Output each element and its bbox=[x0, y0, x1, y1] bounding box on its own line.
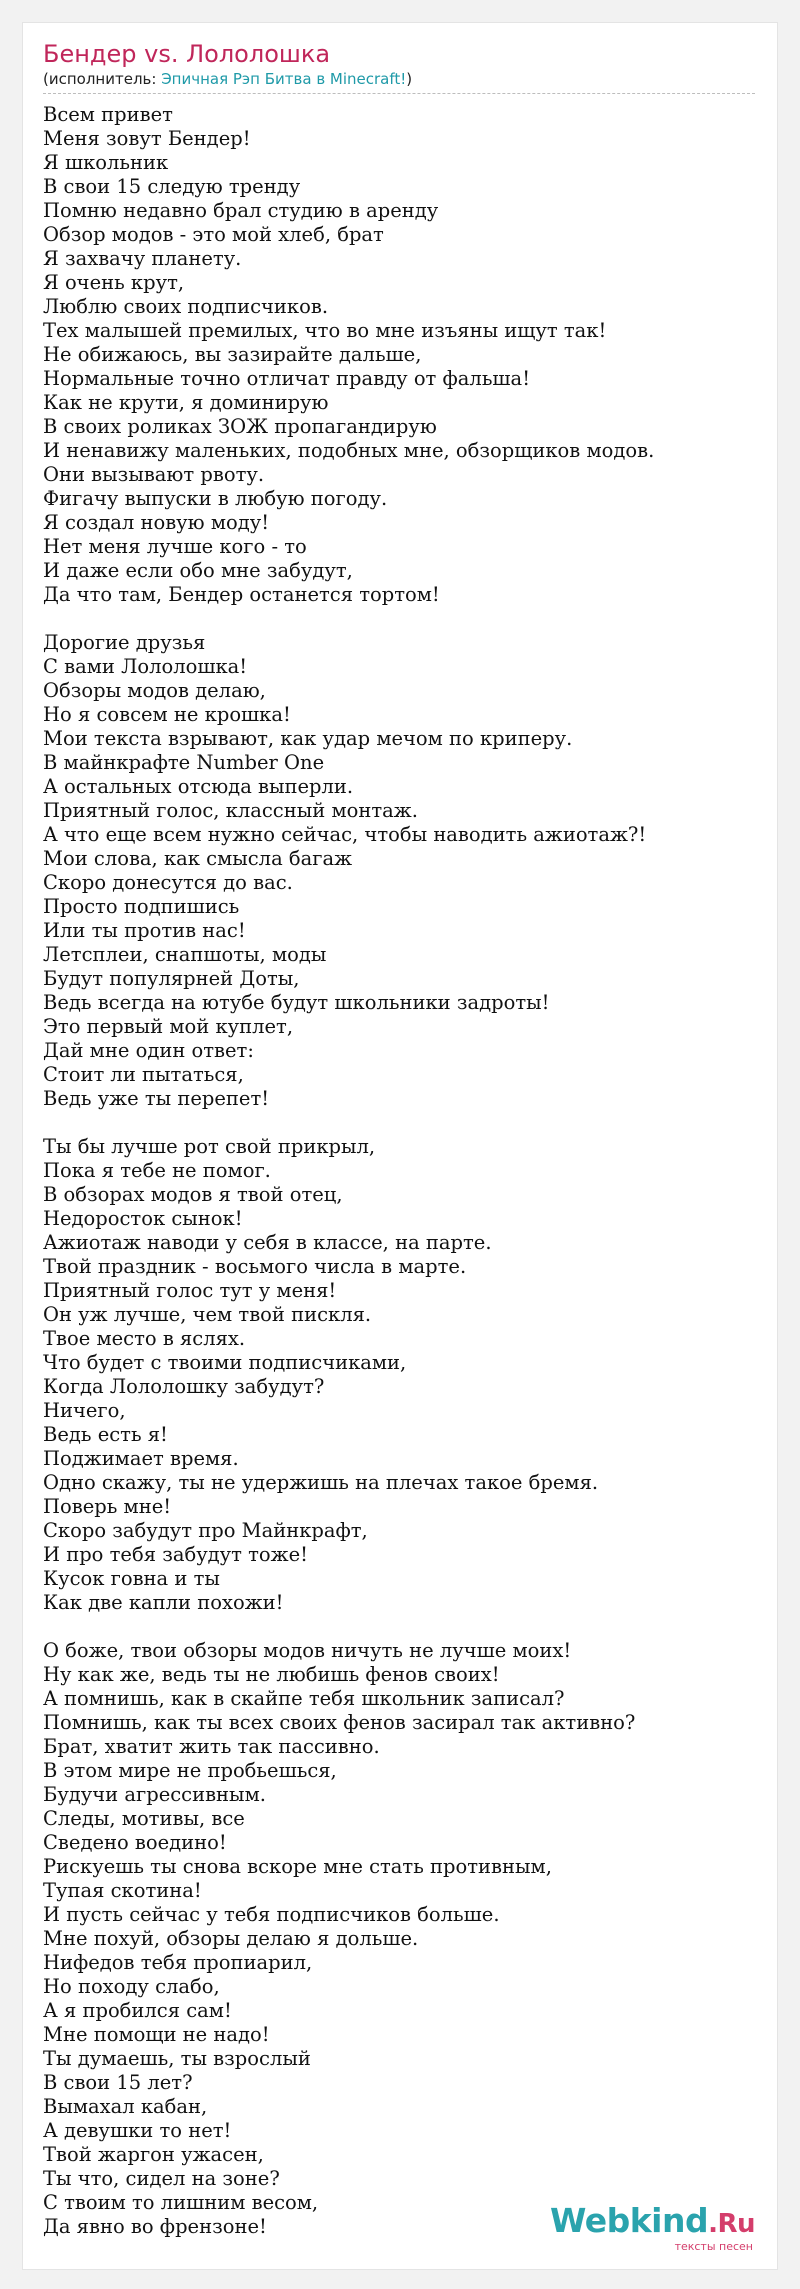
lyrics-line: Я очень крут, bbox=[43, 271, 185, 294]
lyrics-line: Ты что, сидел на зоне? bbox=[43, 2167, 280, 2190]
lyrics-line: Помню недавно брал студию в аренду bbox=[43, 199, 439, 222]
lyrics-line: Ну как же, ведь ты не любишь фенов своих! bbox=[43, 1663, 500, 1686]
lyrics-line: Всем привет bbox=[43, 103, 173, 126]
lyrics-line: В свои 15 лет? bbox=[43, 2071, 193, 2094]
lyrics-line: Фигачу выпуски в любую погоду. bbox=[43, 487, 388, 510]
lyrics-text bbox=[43, 103, 757, 2263]
lyrics-line: Что будет с твоими подписчиками, bbox=[43, 1351, 407, 1374]
lyrics-stanza bbox=[43, 1135, 757, 1615]
lyrics-line: Нет меня лучше кого - то bbox=[43, 535, 307, 558]
lyrics-line: Приятный голос, классный монтаж. bbox=[43, 799, 418, 822]
artist-link[interactable]: Эпичная Рэп Битва в Minecraft! bbox=[161, 70, 407, 88]
lyrics-line: С вами Лололошка! bbox=[43, 655, 248, 678]
lyrics-line: Твое место в яслях. bbox=[43, 1327, 246, 1350]
lyrics-line: Но я совсем не крошка! bbox=[43, 703, 291, 726]
lyrics-line: И даже если обо мне забудут, bbox=[43, 559, 353, 582]
lyrics-line: Но походу слабо, bbox=[43, 1975, 220, 1998]
lyrics-line: Тех малышей премилых, что во мне изъяны ищут так! bbox=[43, 319, 607, 342]
lyrics-line: Я захвачу планету. bbox=[43, 247, 242, 270]
lyrics-line: Будучи агрессивным. bbox=[43, 1783, 266, 1806]
lyrics-line: Кусок говна и ты bbox=[43, 1567, 220, 1590]
lyrics-line: С твоим то лишним весом, bbox=[43, 2191, 319, 2214]
lyrics-line: Следы, мотивы, все bbox=[43, 1807, 245, 1830]
lyrics-line: Мои слова, как смысла багаж bbox=[43, 847, 353, 870]
lyrics-line: Летсплеи, снапшоты, моды bbox=[43, 943, 327, 966]
lyrics-line: Он уж лучше, чем твой пискля. bbox=[43, 1303, 372, 1326]
lyrics-line: Не обижаюсь, вы зазирайте дальше, bbox=[43, 343, 422, 366]
artist-prefix: (исполнитель: bbox=[43, 70, 162, 88]
lyrics-line: А что еще всем нужно сейчас, чтобы наводить ажиотаж?! bbox=[43, 823, 647, 846]
lyrics-line: Это первый мой куплет, bbox=[43, 1015, 294, 1038]
lyrics-line: Скоро донесутся до вас. bbox=[43, 871, 293, 894]
lyrics-line: Ничего, bbox=[43, 1399, 126, 1422]
artist-suffix: ) bbox=[406, 70, 413, 88]
lyrics-line: Будут популярней Доты, bbox=[43, 967, 300, 990]
lyrics-line: Одно скажу, ты не удержишь на плечах такое бремя. bbox=[43, 1471, 599, 1494]
lyrics-line: В обзорах модов я твой отец, bbox=[43, 1183, 343, 1206]
lyrics-line: Стоит ли пытаться, bbox=[43, 1063, 244, 1086]
lyrics-line: О боже, твои обзоры модов ничуть не лучше моих! bbox=[43, 1639, 572, 1662]
lyrics-line: Поверь мне! bbox=[43, 1495, 172, 1518]
logo-brand: Webkind bbox=[549, 2201, 709, 2240]
lyrics-line: И пусть сейчас у тебя подписчиков больше. bbox=[43, 1903, 500, 1926]
song-title: Бендер vs. Лололошка bbox=[43, 40, 331, 68]
lyrics-line: Меня зовут Бендер! bbox=[43, 127, 251, 150]
lyrics-line: Ты бы лучше рот свой прикрыл, bbox=[43, 1135, 376, 1158]
lyrics-line: Помнишь, как ты всех своих фенов засирал так активно? bbox=[43, 1711, 636, 1734]
lyrics-line: Мне помощи не надо! bbox=[43, 2023, 270, 2046]
lyrics-line: Мне похуй, обзоры делаю я дольше. bbox=[43, 1927, 419, 1950]
logo-tagline: тексты песен bbox=[674, 2240, 753, 2253]
lyrics-line: В своих роликах ЗОЖ пропагандирую bbox=[43, 415, 437, 438]
lyrics-line: Приятный голос тут у меня! bbox=[43, 1279, 337, 1302]
lyrics-line: Как не крути, я доминирую bbox=[43, 391, 329, 414]
lyrics-line: Тупая скотина! bbox=[43, 1879, 202, 1902]
logo-tld: .Ru bbox=[708, 2209, 755, 2239]
lyrics-stanza bbox=[43, 1639, 757, 2239]
lyrics-line: Ведь всегда на ютубе будут школьники задроты! bbox=[43, 991, 550, 1014]
lyrics-stanza bbox=[43, 103, 757, 607]
lyrics-line: А я пробился сам! bbox=[43, 1999, 232, 2022]
lyrics-line: Вымахал кабан, bbox=[43, 2095, 208, 2118]
lyrics-line: Сведено воедино! bbox=[43, 1831, 227, 1854]
lyrics-line: Дорогие друзья bbox=[43, 631, 206, 654]
lyrics-line: А остальных отсюда выперли. bbox=[43, 775, 354, 798]
lyrics-line: Ведь есть я! bbox=[43, 1423, 168, 1446]
lyrics-line: Обзоры модов делаю, bbox=[43, 679, 266, 702]
lyrics-line: Просто подпишись bbox=[43, 895, 240, 918]
lyrics-line: Нормальные точно отличат правду от фальша! bbox=[43, 367, 531, 390]
song-header bbox=[43, 39, 755, 94]
lyrics-line: Когда Лололошку забудут? bbox=[43, 1375, 325, 1398]
lyrics-line: Обзор модов - это мой хлеб, брат bbox=[43, 223, 384, 246]
lyrics-line: В этом мире не пробьешься, bbox=[43, 1759, 337, 1782]
lyrics-line: Или ты против нас! bbox=[43, 919, 246, 942]
lyrics-stanza bbox=[43, 631, 757, 1111]
lyrics-line: Ты думаешь, ты взрослый bbox=[43, 2047, 311, 2070]
lyrics-line: Недоросток сынок! bbox=[43, 1207, 243, 1230]
lyrics-line: Ведь уже ты перепет! bbox=[43, 1087, 270, 1110]
lyrics-line: Люблю своих подписчиков. bbox=[43, 295, 329, 318]
lyrics-line: В майнкрафте Number One bbox=[43, 751, 325, 774]
lyrics-line: Твой праздник - восьмого числа в марте. bbox=[43, 1255, 467, 1278]
logo-wordmark bbox=[549, 2201, 755, 2241]
lyrics-line: А помнишь, как в скайпе тебя школьник записал? bbox=[43, 1687, 565, 1710]
lyrics-line: Поджимает время. bbox=[43, 1447, 239, 1470]
lyrics-line: Нифедов тебя пропиарил, bbox=[43, 1951, 313, 1974]
webkind-logo[interactable] bbox=[549, 2201, 755, 2253]
lyrics-line: Скоро забудут про Майнкрафт, bbox=[43, 1519, 368, 1542]
lyrics-line: А девушки то нет! bbox=[43, 2119, 232, 2142]
lyrics-line: Ажиотаж наводи у себя в классе, на парте. bbox=[43, 1231, 492, 1254]
lyrics-line: Как две капли похожи! bbox=[43, 1591, 284, 1614]
lyrics-line: Я школьник bbox=[43, 151, 169, 174]
lyrics-line: Мои текста взрывают, как удар мечом по криперу. bbox=[43, 727, 573, 750]
lyrics-line: Твой жаргон ужасен, bbox=[43, 2143, 264, 2166]
lyrics-line: Рискуешь ты снова вскоре мне стать противным, bbox=[43, 1855, 552, 1878]
lyrics-line: И про тебя забудут тоже! bbox=[43, 1543, 308, 1566]
lyrics-line: Они вызывают рвоту. bbox=[43, 463, 265, 486]
lyrics-line: Пока я тебе не помог. bbox=[43, 1159, 271, 1182]
artist-line bbox=[43, 69, 755, 89]
lyrics-card bbox=[22, 22, 778, 2270]
lyrics-line: Да явно во френзоне! bbox=[43, 2215, 267, 2238]
lyrics-line: Да что там, Бендер останется тортом! bbox=[43, 583, 440, 606]
lyrics-line: Я создал новую моду! bbox=[43, 511, 270, 534]
lyrics-line: Дай мне один ответ: bbox=[43, 1039, 254, 1062]
lyrics-line: В свои 15 следую тренду bbox=[43, 175, 301, 198]
lyrics-line: Брат, хватит жить так пассивно. bbox=[43, 1735, 380, 1758]
lyrics-line: И ненавижу маленьких, подобных мне, обзорщиков модов. bbox=[43, 439, 655, 462]
